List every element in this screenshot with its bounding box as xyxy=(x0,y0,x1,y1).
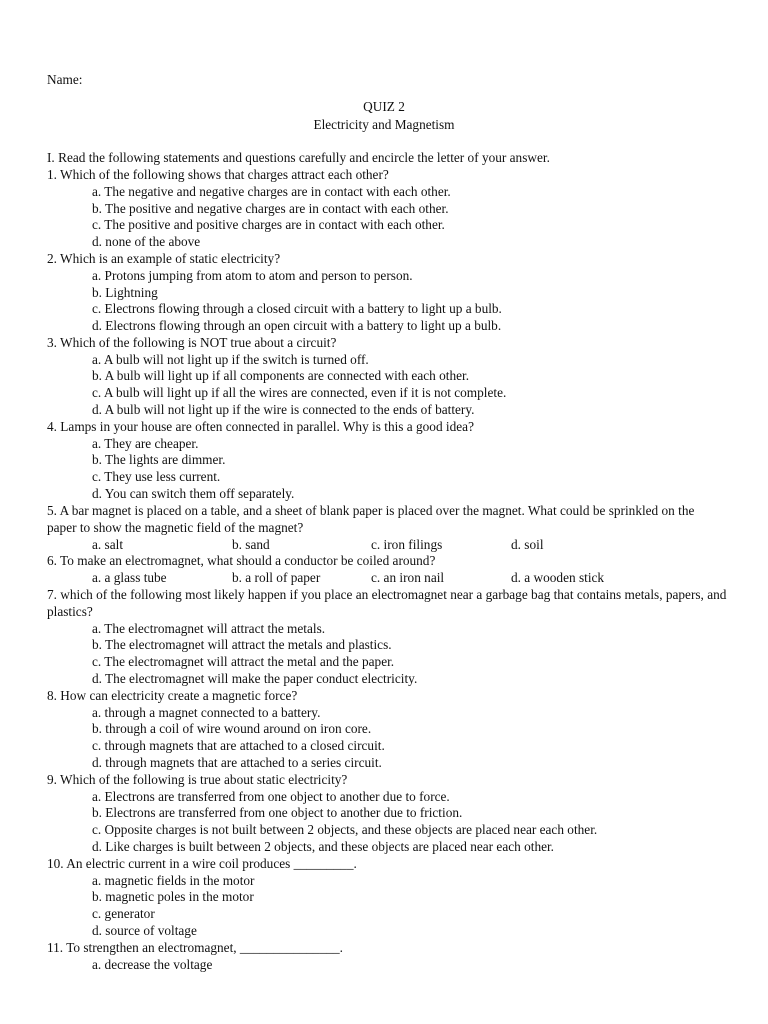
q4-option-b: b. The lights are dimmer. xyxy=(92,452,226,467)
q10-option-c: c. generator xyxy=(92,906,155,921)
q7-option-d: d. The electromagnet will make the paper conduct electricity. xyxy=(92,671,418,686)
q10-option-b: b. magnetic poles in the motor xyxy=(92,889,254,904)
q3-option-c: c. A bulb will light up if all the wires are connected, even if it is not complete. xyxy=(92,385,507,400)
q7-option-c: c. The electromagnet will attract the metal and the paper. xyxy=(92,654,395,669)
quiz-title: QUIZ 2 xyxy=(363,99,405,114)
question-3: 3. Which of the following is NOT true about a circuit? xyxy=(47,335,337,350)
q7-option-a: a. The electromagnet will attract the metals. xyxy=(92,621,326,636)
question-7: 7. which of the following most likely happen if you place an electromagnet near a garbage bag that contains metals, papers, and plastics? xyxy=(47,587,727,619)
q3-option-a: a. A bulb will not light up if the switch is turned off. xyxy=(92,352,369,367)
q3-option-d: d. A bulb will not light up if the wire is connected to the ends of battery. xyxy=(92,402,475,417)
q5-option-b: b. sand xyxy=(232,537,270,552)
q8-option-a: a. through a magnet connected to a battery. xyxy=(92,705,321,720)
question-6: 6. To make an electromagnet, what should a conductor be coiled around? xyxy=(47,553,436,568)
question-1: 1. Which of the following shows that charges attract each other? xyxy=(47,167,389,182)
name-label: Name: xyxy=(47,72,83,87)
q6-option-d: d. a wooden stick xyxy=(511,570,605,585)
q4-option-c: c. They use less current. xyxy=(92,469,221,484)
q2-option-c: c. Electrons flowing through a closed circuit with a battery to light up a bulb. xyxy=(92,301,502,316)
q1-option-d: d. none of the above xyxy=(92,234,201,249)
q2-option-d: d. Electrons flowing through an open circuit with a battery to light up a bulb. xyxy=(92,318,502,333)
instructions: I. Read the following statements and questions carefully and encircle the letter of your answer. xyxy=(47,150,550,165)
question-11: 11. To strengthen an electromagnet, _______________. xyxy=(47,940,343,955)
q1-option-c: c. The positive and positive charges are in contact with each other. xyxy=(92,217,445,232)
question-8: 8. How can electricity create a magnetic force? xyxy=(47,688,298,703)
question-5: 5. A bar magnet is placed on a table, and a sheet of blank paper is placed over the magnet. What could be sprinkled on the paper to show the magnetic field of the magnet? xyxy=(47,503,695,535)
question-10: 10. An electric current in a wire coil produces _________. xyxy=(47,856,357,871)
q1-option-b: b. The positive and negative charges are in contact with each other. xyxy=(92,201,449,216)
question-4: 4. Lamps in your house are often connected in parallel. Why is this a good idea? xyxy=(47,419,474,434)
q4-option-d: d. You can switch them off separately. xyxy=(92,486,295,501)
q10-option-d: d. source of voltage xyxy=(92,923,197,938)
q5-option-c: c. iron filings xyxy=(371,537,443,552)
q3-option-b: b. A bulb will light up if all components are connected with each other. xyxy=(92,368,470,383)
q9-option-c: c. Opposite charges is not built between 2 objects, and these objects are placed near each other. xyxy=(92,822,598,837)
q5-option-a: a. salt xyxy=(92,537,124,552)
q9-option-a: a. Electrons are transferred from one object to another due to force. xyxy=(92,789,450,804)
q8-option-b: b. through a coil of wire wound around on iron core. xyxy=(92,721,372,736)
q9-option-d: d. Like charges is built between 2 objects, and these objects are placed near each other. xyxy=(92,839,555,854)
q2-option-b: b. Lightning xyxy=(92,285,158,300)
q8-option-c: c. through magnets that are attached to a closed circuit. xyxy=(92,738,385,753)
question-2: 2. Which is an example of static electricity? xyxy=(47,251,281,266)
q4-option-a: a. They are cheaper. xyxy=(92,436,199,451)
q5-option-d: d. soil xyxy=(511,537,544,552)
q6-option-c: c. an iron nail xyxy=(371,570,445,585)
q1-option-a: a. The negative and negative charges are in contact with each other. xyxy=(92,184,451,199)
q7-option-b: b. The electromagnet will attract the metals and plastics. xyxy=(92,637,392,652)
quiz-subtitle: Electricity and Magnetism xyxy=(313,117,455,132)
q6-option-a: a. a glass tube xyxy=(92,570,167,585)
q9-option-b: b. Electrons are transferred from one object to another due to friction. xyxy=(92,805,463,820)
q8-option-d: d. through magnets that are attached to a series circuit. xyxy=(92,755,382,770)
q10-option-a: a. magnetic fields in the motor xyxy=(92,873,255,888)
q2-option-a: a. Protons jumping from atom to atom and person to person. xyxy=(92,268,413,283)
question-9: 9. Which of the following is true about static electricity? xyxy=(47,772,348,787)
q6-option-b: b. a roll of paper xyxy=(232,570,321,585)
q11-option-a: a. decrease the voltage xyxy=(92,957,213,972)
